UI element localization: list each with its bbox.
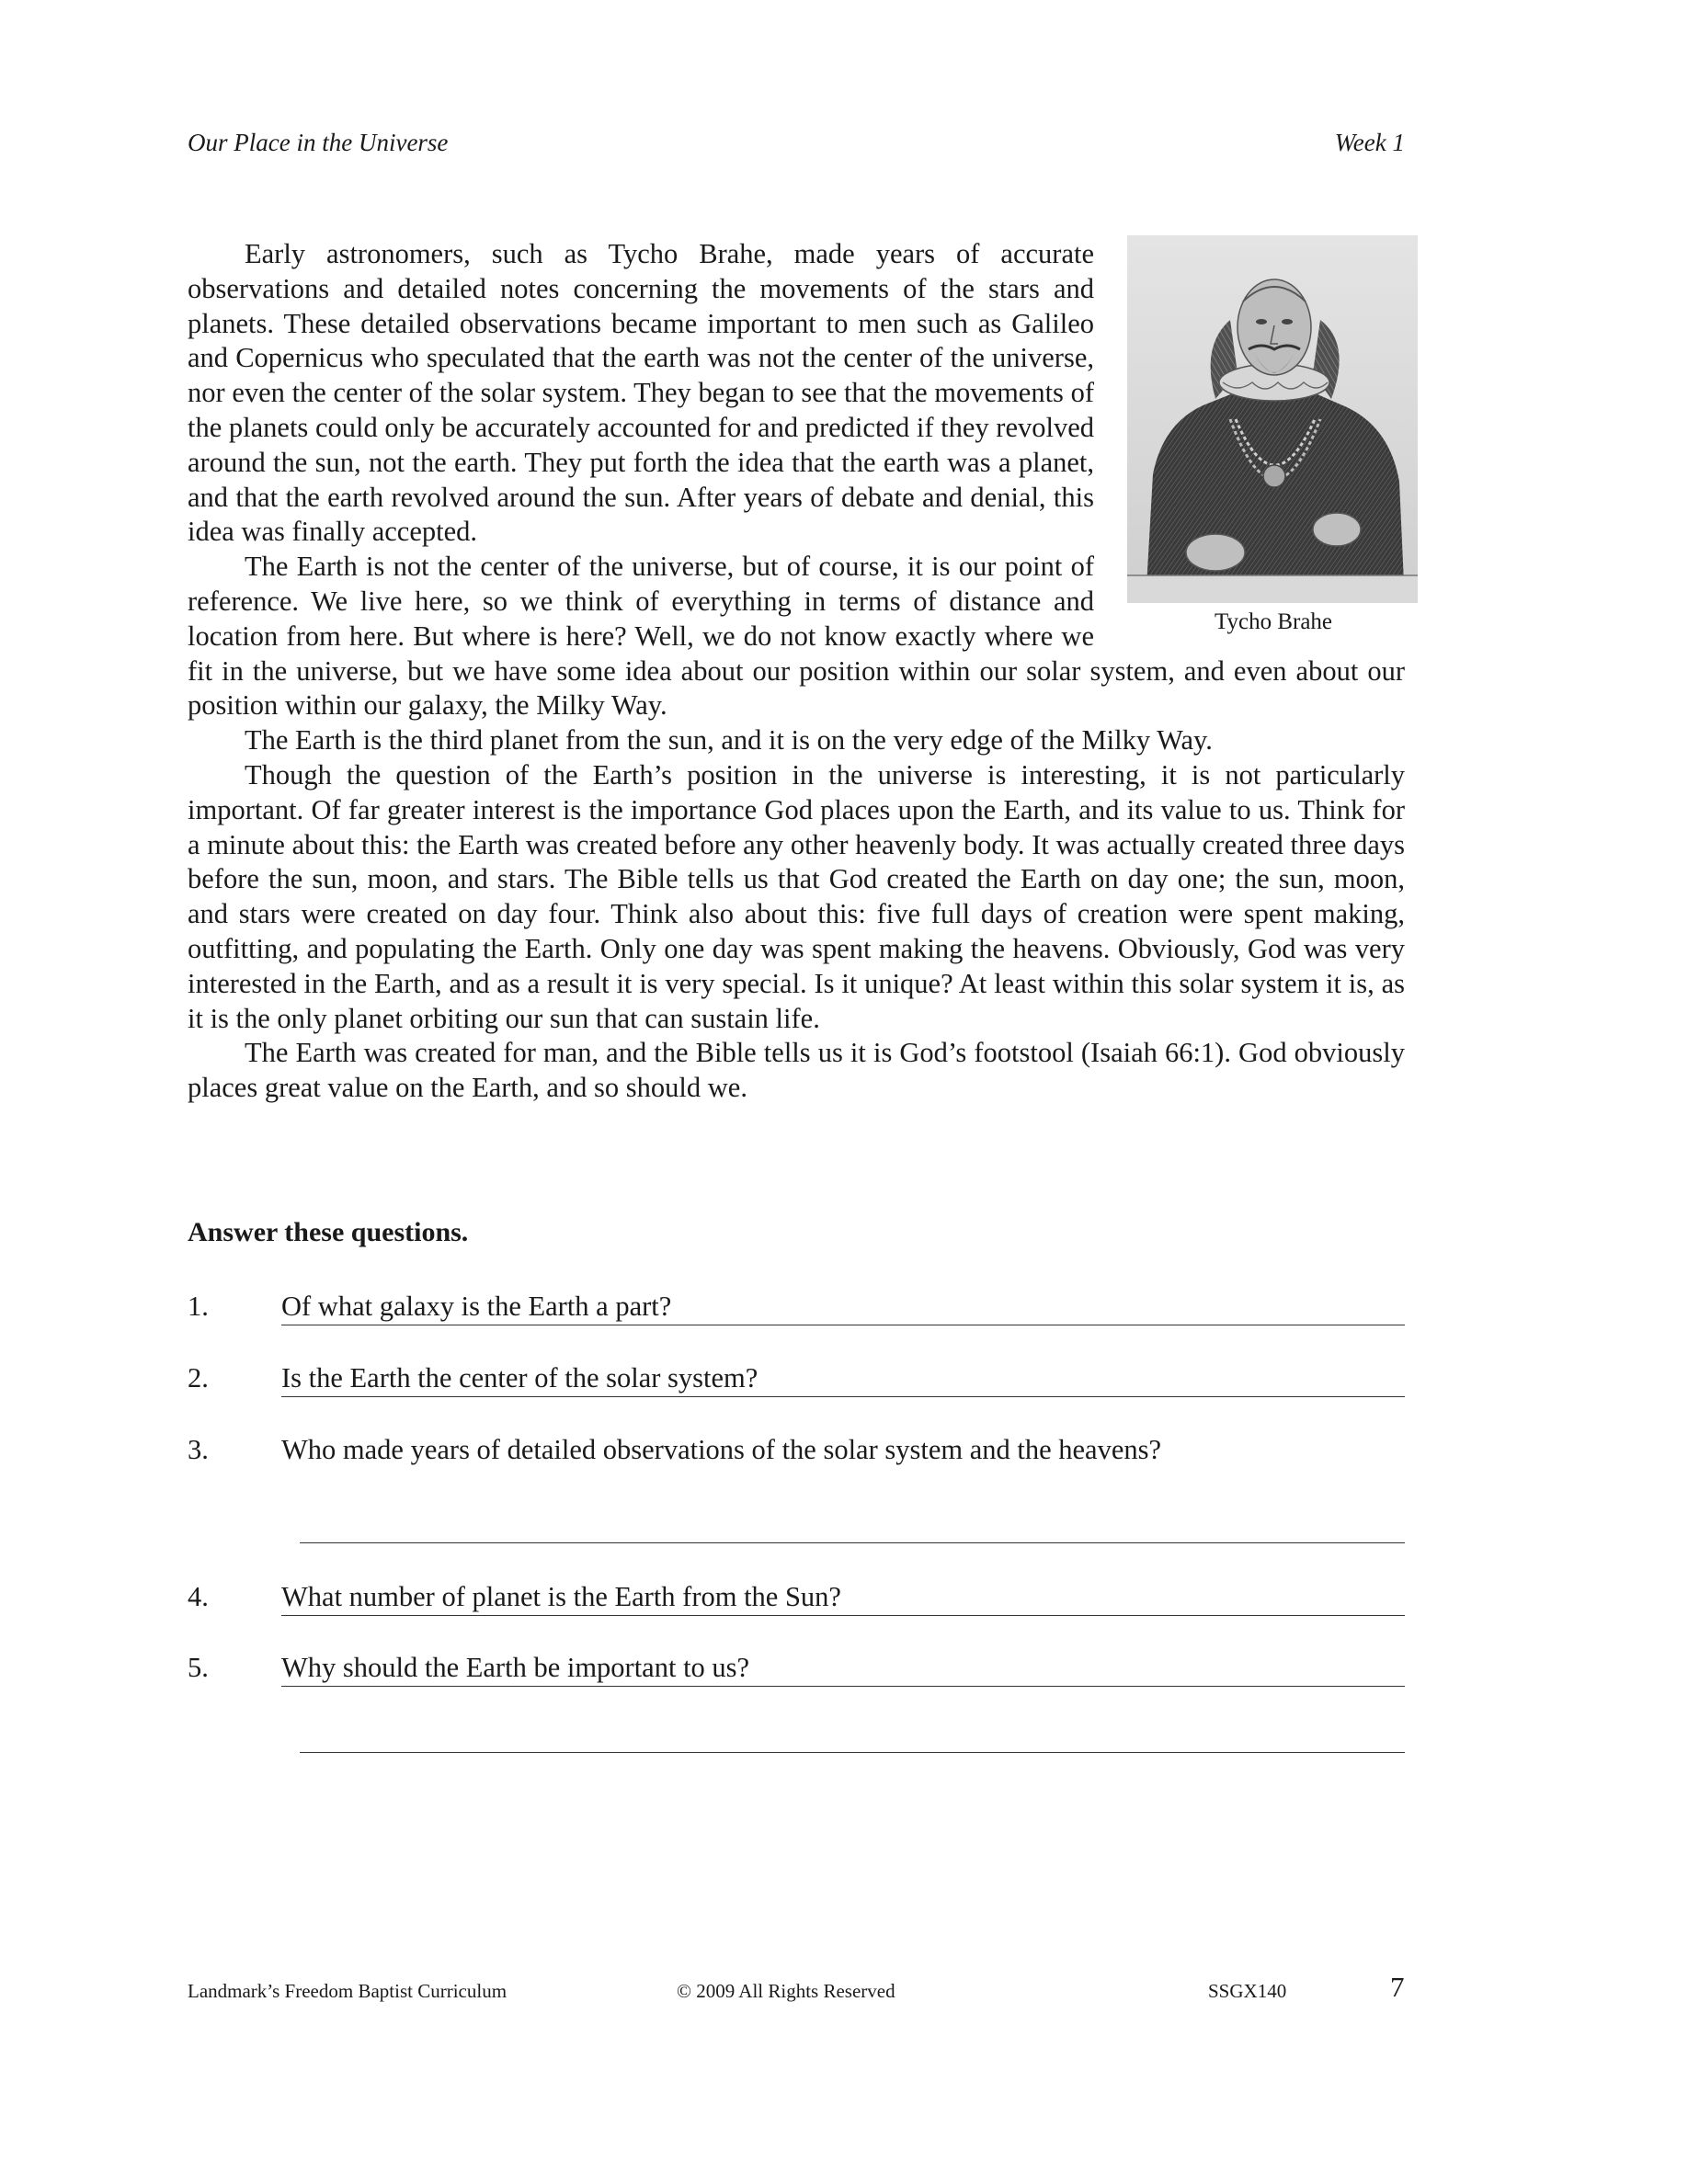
question-number: 1. — [188, 1291, 209, 1322]
page-number: 7 — [1390, 1971, 1405, 2003]
question-text: Of what galaxy is the Earth a part? — [281, 1291, 672, 1322]
answer-line[interactable] — [300, 1542, 1405, 1543]
paragraph: Though the question of the Earth’s position in the universe is interesting, it is not particularly important. Of far greater interest is the importance God places upon the Earth, and its value to us. Think for a minute about this: the Earth was created before any other heavenly body. It was actually created three days before the sun, moon, and stars. The Bible tells us that God created the Earth on day one; the sun, moon, and stars were created on day four. Think also about this: five full days of creation were spent making, outfitting, and populating the Earth. Only one day was spent making the heavens. Obviously, God was very interested in the Earth, and as a result it is very special. Is it unique? At least within this solar system it is, as it is the only planet orbiting our sun that can sustain life. — [188, 758, 1405, 1034]
question-text: Who made years of detailed observations of the solar system and the heavens? — [281, 1434, 1162, 1465]
footer-code: SSGX140 — [1208, 1980, 1287, 2002]
running-header-title: Our Place in the Universe — [188, 129, 449, 156]
question-item — [188, 1362, 1405, 1399]
question-number: 4. — [188, 1581, 209, 1612]
question-number: 3. — [188, 1434, 209, 1465]
portrait-figure — [1116, 235, 1420, 636]
paragraph: The Earth is the third planet from the sun, and it is on the very edge of the Milky Way. — [245, 724, 1213, 756]
question-text: Why should the Earth be important to us? — [281, 1652, 750, 1683]
footer-copyright: © 2009 All Rights Reserved — [677, 1980, 895, 2002]
reading-passage — [188, 237, 1405, 1106]
question-item — [188, 1434, 1405, 1471]
question-item — [188, 1291, 1405, 1327]
question-text: What number of planet is the Earth from the Sun? — [281, 1581, 841, 1612]
footer-publisher: Landmark’s Freedom Baptist Curriculum — [188, 1980, 508, 2002]
answer-line[interactable] — [281, 1686, 1405, 1687]
paragraph: Early astronomers, such as Tycho Brahe, made years of accurate observations and detailed notes concerning the movements of the stars and planets. These detailed observations became important to men such as Galileo and Copernicus who speculated that the earth was not the center of the universe, nor even the center of the solar system. They began to see that the movements of the planets could only be accurately accounted for and predicted if they revolved around the sun, not the earth. They put forth the idea that the earth was a planet, and that the earth revolved around the sun. After years of debate and denial, this idea was finally accepted. — [188, 238, 1094, 548]
portrait-engraving-icon — [1127, 235, 1418, 603]
question-text: Is the Earth the center of the solar system? — [281, 1362, 758, 1393]
running-header-week: Week 1 — [1334, 129, 1405, 156]
question-number: 5. — [188, 1652, 209, 1683]
questions-heading: Answer these questions. — [188, 1217, 469, 1247]
answer-line[interactable] — [281, 1615, 1405, 1616]
question-number: 2. — [188, 1362, 209, 1393]
portrait-caption: Tycho Brahe — [1214, 609, 1333, 634]
question-item — [188, 1652, 1405, 1689]
answer-line[interactable] — [281, 1396, 1405, 1397]
question-item — [188, 1581, 1405, 1618]
paragraph: The Earth was created for man, and the Bible tells us it is God’s footstool (Isaiah 66:1). God obviously places great value on the Earth, and so should we. — [188, 1037, 1405, 1104]
paragraph: The Earth is not the center of the universe, but of course, it is our point of reference. We live here, so we think of everything in terms of distance and location from here. But where is here? Well, we do not know exactly where we fit in the universe, but we have some idea about our position within our solar system, and even about our position within our galaxy, the Milky Way. — [188, 551, 1405, 722]
answer-line[interactable] — [300, 1752, 1405, 1753]
